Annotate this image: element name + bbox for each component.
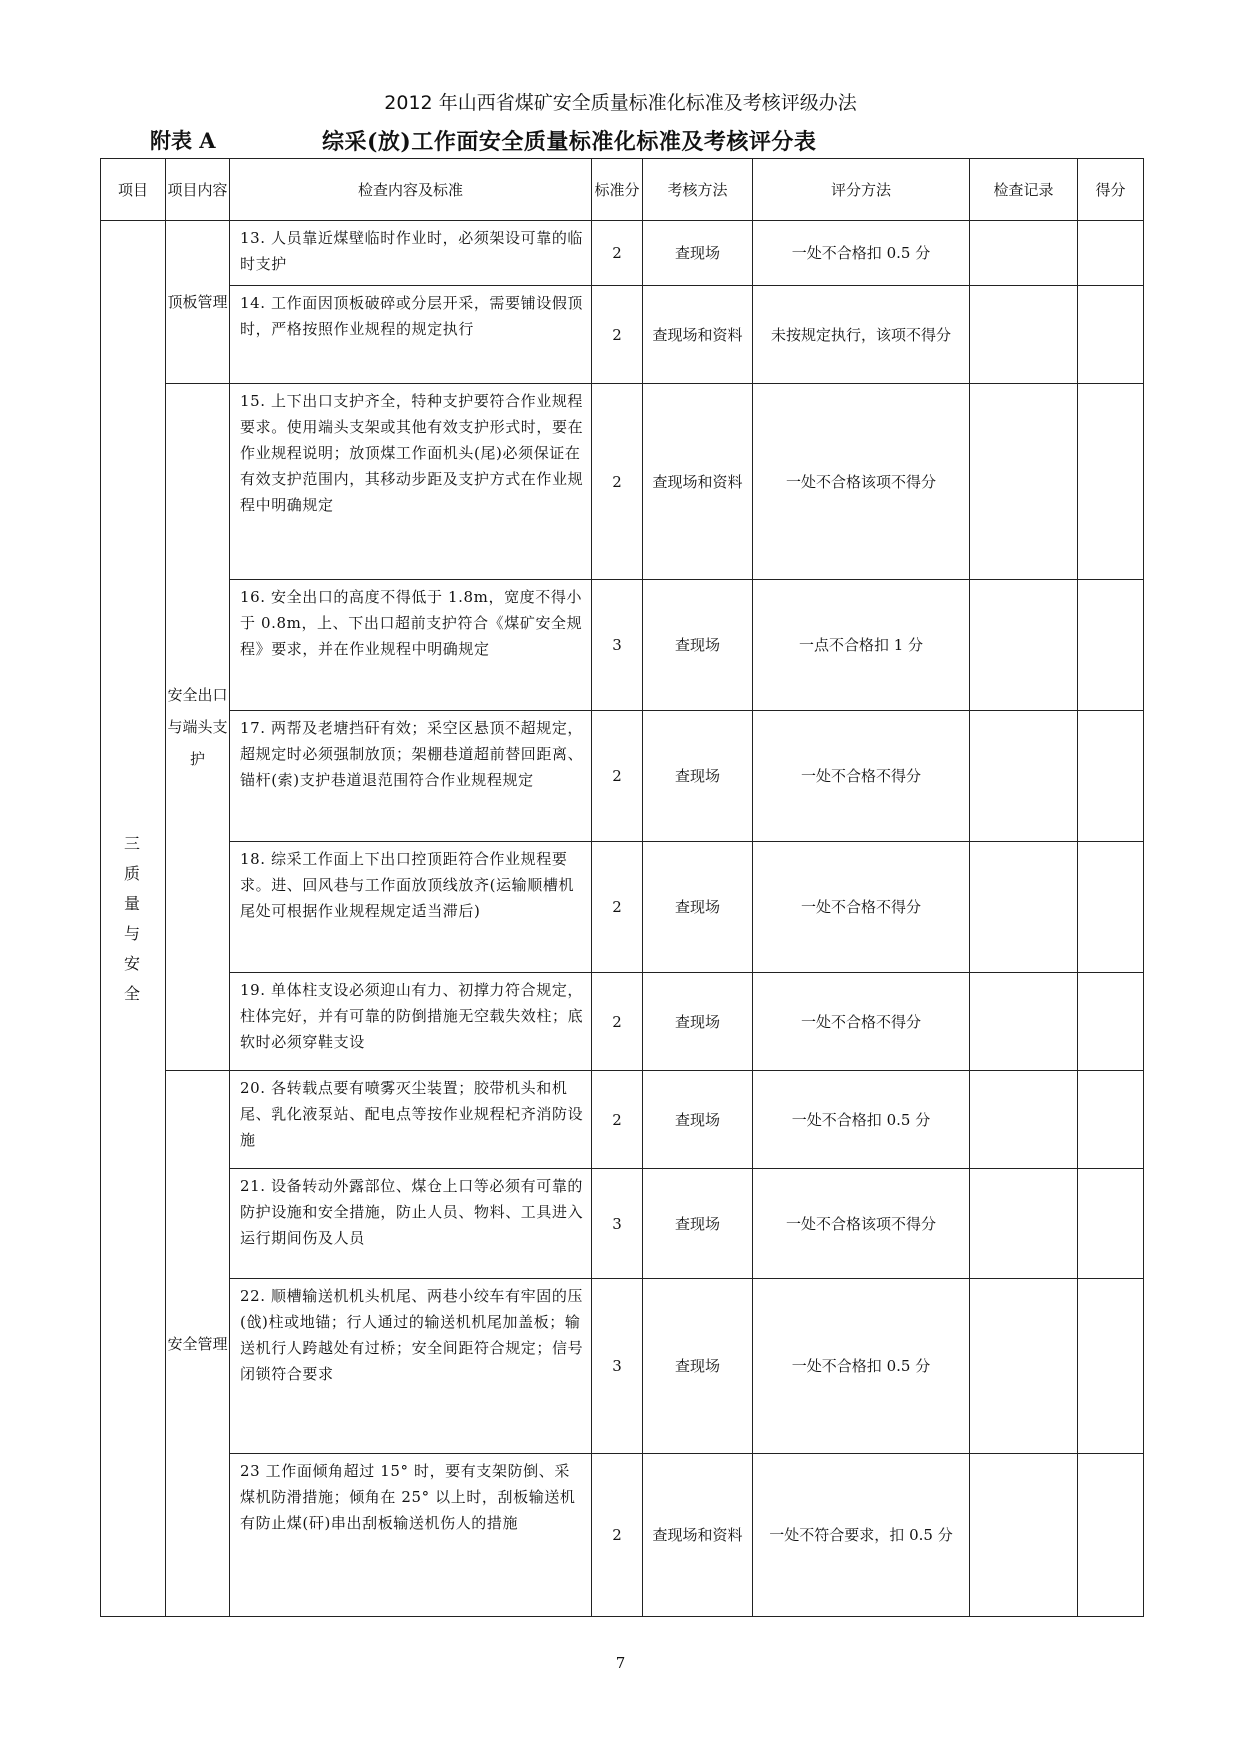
table-row: [101, 286, 1144, 384]
column-header-check-content: 检查内容及标准: [230, 159, 592, 221]
column-header-project-content: 项目内容: [166, 159, 230, 221]
assessment-method: 查现场: [643, 973, 753, 1071]
check-content: 17. 两帮及老塘挡矸有效；采空区悬顶不超规定，超规定时必须强制放顶；架棚巷道超前替回距离、锚杆(索)支护巷道退范围符合作业规程规定: [230, 711, 592, 842]
check-content: 21. 设备转动外露部位、煤仓上口等必须有可靠的防护设施和安全措施，防止人员、物料、工具进入运行期间伤及人员: [230, 1169, 592, 1279]
table-row: [101, 1279, 1144, 1454]
assessment-method: 查现场: [643, 1169, 753, 1279]
inspection-record-cell: [970, 286, 1078, 384]
scoring-method: 一处不合格扣 0.5 分: [753, 1279, 970, 1454]
score-cell: [1078, 221, 1144, 286]
score-cell: [1078, 580, 1144, 711]
check-content: 15. 上下出口支护齐全，特种支护要符合作业规程要求。使用端头支架或其他有效支护形式时，要在作业规程说明；放顶煤工作面机头(尾)必须保证在有效支护范围内，其移动步距及支护方式在作业规程中明确规定: [230, 384, 592, 580]
score-cell: [1078, 384, 1144, 580]
inspection-record-cell: [970, 973, 1078, 1071]
inspection-record-cell: [970, 1169, 1078, 1279]
standard-score: 2: [592, 384, 643, 580]
score-cell: [1078, 1071, 1144, 1169]
table-row: [101, 1454, 1144, 1617]
evaluation-table: [100, 158, 1144, 1617]
score-cell: [1078, 1169, 1144, 1279]
scoring-method: 一处不符合要求，扣 0.5 分: [753, 1454, 970, 1617]
standard-score: 2: [592, 1454, 643, 1617]
score-cell: [1078, 1454, 1144, 1617]
column-header-scoring-method: 评分方法: [753, 159, 970, 221]
category-quality-safety: 三 质 量 与 安 全: [101, 221, 166, 1617]
inspection-record-cell: [970, 842, 1078, 973]
standard-score: 2: [592, 221, 643, 286]
group-safety-management: 安全管理: [166, 1071, 230, 1617]
table-title: 综采(放)工作面安全质量标准化标准及考核评分表: [322, 129, 817, 155]
assessment-method: 查现场: [643, 1071, 753, 1169]
inspection-record-cell: [970, 384, 1078, 580]
standard-score: 3: [592, 1279, 643, 1454]
standard-score: 2: [592, 973, 643, 1071]
assessment-method: 查现场: [643, 711, 753, 842]
assessment-method: 查现场和资料: [643, 286, 753, 384]
group-exit-and-end-support: 安全出口与端头支护: [166, 384, 230, 1071]
page-number: 7: [615, 1654, 626, 1672]
scoring-method: 一处不合格不得分: [753, 842, 970, 973]
assessment-method: 查现场和资料: [643, 1454, 753, 1617]
scoring-method: 一点不合格扣 1 分: [753, 580, 970, 711]
scoring-method: 一处不合格扣 0.5 分: [753, 221, 970, 286]
column-header-assessment-method: 考核方法: [643, 159, 753, 221]
scoring-method: 一处不合格不得分: [753, 711, 970, 842]
inspection-record-cell: [970, 1071, 1078, 1169]
table-row: [101, 973, 1144, 1071]
standard-score: 2: [592, 286, 643, 384]
check-content: 20. 各转载点要有喷雾灭尘装置；胶带机头和机尾、乳化液泵站、配电点等按作业规程杞齐消防设施: [230, 1071, 592, 1169]
scoring-method: 一处不合格该项不得分: [753, 1169, 970, 1279]
inspection-record-cell: [970, 711, 1078, 842]
scoring-method: 一处不合格该项不得分: [753, 384, 970, 580]
score-cell: [1078, 711, 1144, 842]
table-row: [101, 384, 1144, 580]
inspection-record-cell: [970, 221, 1078, 286]
check-content: 23 工作面倾角超过 15° 时，要有支架防倒、采煤机防滑措施；倾角在 25° 以上时，刮板输送机有防止煤(矸)串出刮板输送机伤人的措施: [230, 1454, 592, 1617]
check-content: 14. 工作面因顶板破碎或分层开采，需要铺设假顶时，严格按照作业规程的规定执行: [230, 286, 592, 384]
inspection-record-cell: [970, 580, 1078, 711]
score-cell: [1078, 286, 1144, 384]
column-header-score: 得分: [1078, 159, 1144, 221]
assessment-method: 查现场: [643, 842, 753, 973]
check-content: 19. 单体柱支设必须迎山有力、初撑力符合规定，柱体完好，并有可靠的防倒措施无空载失效柱；底软时必须穿鞋支设: [230, 973, 592, 1071]
document-header-title: 2012 年山西省煤矿安全质量标准化标准及考核评级办法: [384, 92, 857, 114]
table-header-row: [101, 159, 1144, 221]
table-row: [101, 580, 1144, 711]
check-content: 22. 顺槽输送机机头机尾、两巷小绞车有牢固的压(戗)柱或地锚；行人通过的输送机机尾加盖板；输送机行人跨越处有过桥；安全间距符合规定；信号闭锁符合要求: [230, 1279, 592, 1454]
standard-score: 2: [592, 842, 643, 973]
standard-score: 3: [592, 1169, 643, 1279]
appendix-table-id: 附表 A: [150, 128, 216, 153]
standard-score: 2: [592, 1071, 643, 1169]
standard-score: 2: [592, 711, 643, 842]
check-content: 13. 人员靠近煤壁临时作业时，必须架设可靠的临时支护: [230, 221, 592, 286]
assessment-method: 查现场: [643, 221, 753, 286]
column-header-standard-score: 标准分: [592, 159, 643, 221]
table-row: [101, 711, 1144, 842]
assessment-method: 查现场: [643, 580, 753, 711]
check-content: 18. 综采工作面上下出口控顶距符合作业规程要求。进、回风巷与工作面放顶线放齐(运输顺槽机尾处可根据作业规程规定适当滞后): [230, 842, 592, 973]
score-cell: [1078, 842, 1144, 973]
column-header-inspection-record: 检查记录: [970, 159, 1078, 221]
assessment-method: 查现场: [643, 1279, 753, 1454]
scoring-method: 一处不合格不得分: [753, 973, 970, 1071]
score-cell: [1078, 973, 1144, 1071]
score-cell: [1078, 1279, 1144, 1454]
standard-score: 3: [592, 580, 643, 711]
table-row: [101, 221, 1144, 286]
table-row: [101, 842, 1144, 973]
scoring-method: 未按规定执行，该项不得分: [753, 286, 970, 384]
table-row: [101, 1169, 1144, 1279]
scoring-method: 一处不合格扣 0.5 分: [753, 1071, 970, 1169]
column-header-project: 项目: [101, 159, 166, 221]
inspection-record-cell: [970, 1454, 1078, 1617]
check-content: 16. 安全出口的高度不得低于 1.8m，宽度不得小于 0.8m，上、下出口超前支护符合《煤矿安全规程》要求，并在作业规程中明确规定: [230, 580, 592, 711]
assessment-method: 查现场和资料: [643, 384, 753, 580]
table-row: [101, 1071, 1144, 1169]
group-roof-management: 顶板管理: [166, 221, 230, 384]
inspection-record-cell: [970, 1279, 1078, 1454]
